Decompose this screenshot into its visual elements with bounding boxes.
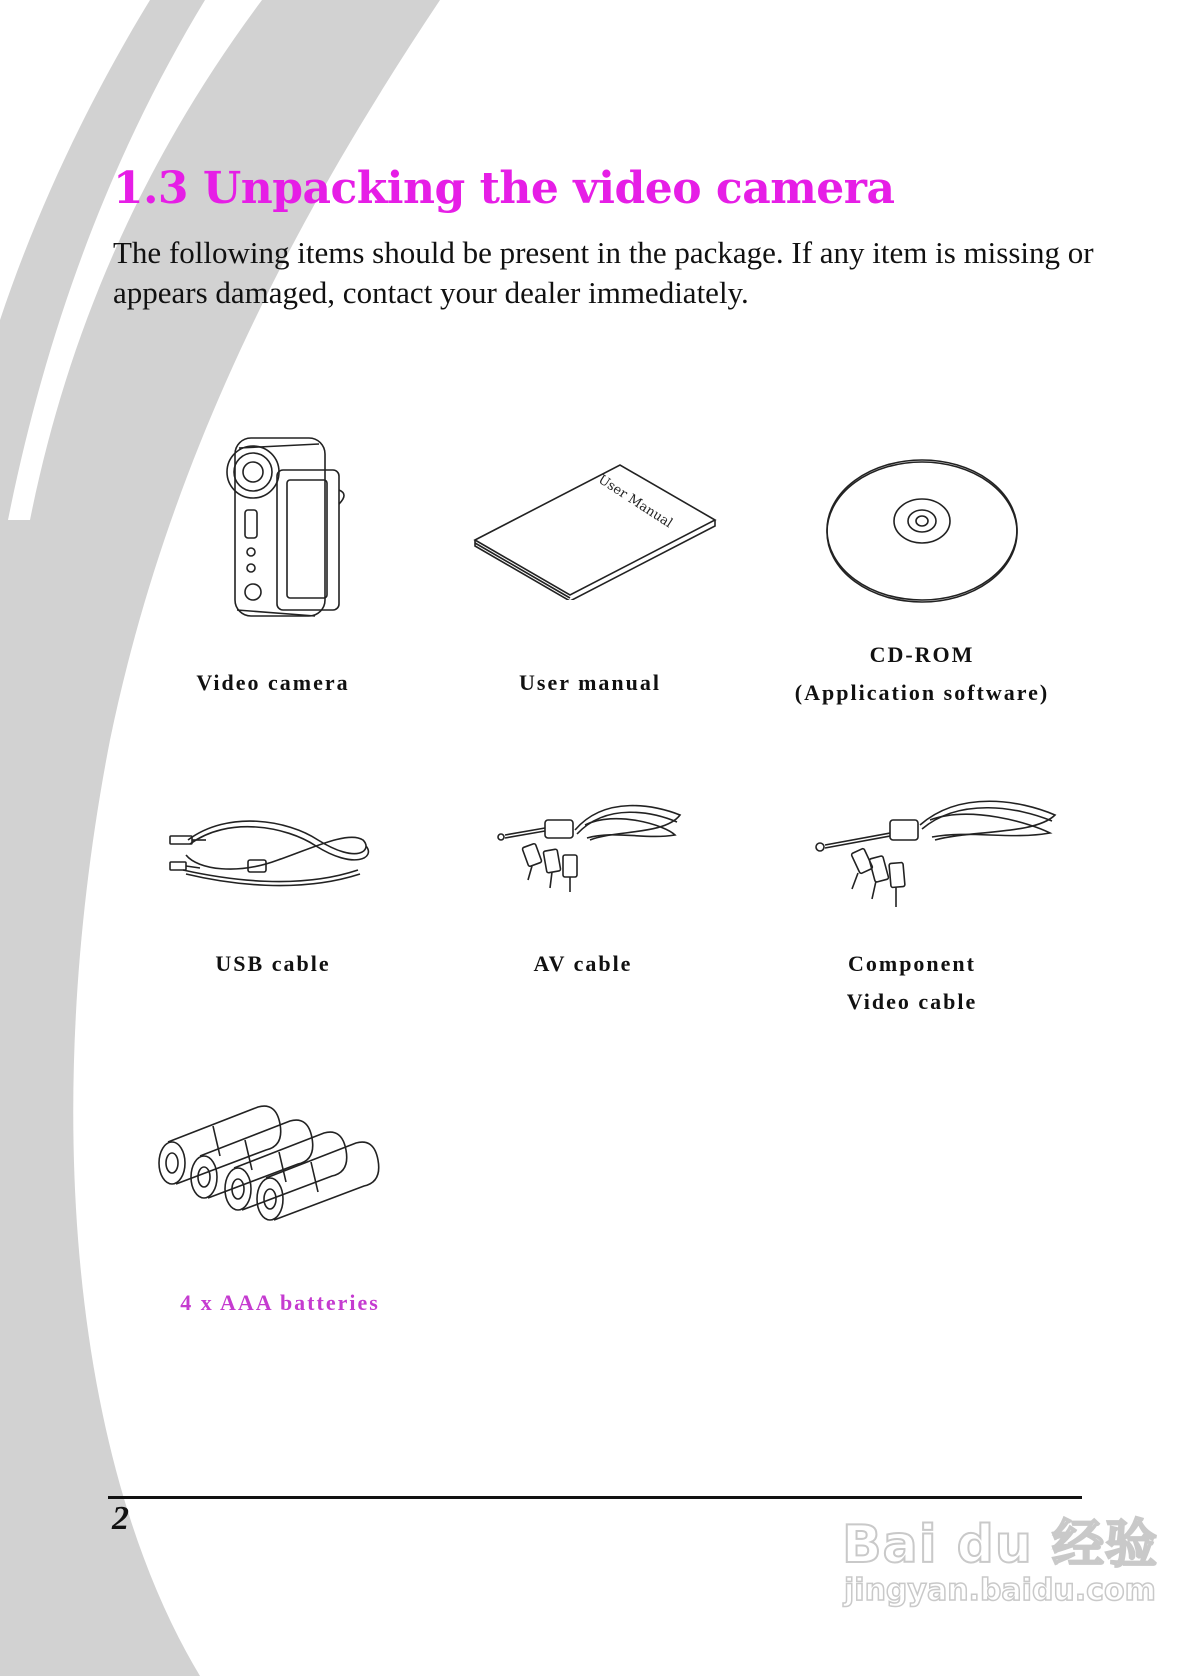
cd-rom-icon — [822, 455, 1022, 605]
item-caption-av-cable — [423, 945, 743, 983]
video-camera-icon — [215, 430, 365, 625]
item-caption-user-manual — [430, 664, 750, 702]
baidu-watermark — [842, 1502, 1158, 1608]
caption-line: (Application software) — [794, 680, 1050, 705]
caption-line: User manual — [519, 670, 661, 695]
watermark-brand: Bai du 经验 — [842, 1515, 1158, 1575]
manual-cover-text: User Manual — [595, 472, 675, 532]
component-cable-icon — [810, 795, 1060, 915]
item-caption-usb-cable — [113, 945, 433, 983]
caption-line: Video cable — [846, 989, 978, 1014]
usb-cable-icon — [168, 810, 378, 900]
av-cable-icon — [495, 800, 685, 900]
batteries-icon — [158, 1102, 383, 1222]
caption-line: AV cable — [533, 951, 633, 976]
watermark-domain: jingyan.baidu.com — [844, 1573, 1156, 1608]
footer-rule — [108, 1496, 1082, 1499]
caption-line: 4 x AAA batteries — [180, 1290, 380, 1315]
section-title: 1.3 Unpacking the video camera — [113, 163, 895, 214]
item-caption-cd-rom — [762, 636, 1082, 712]
caption-line: Video camera — [196, 670, 350, 695]
caption-line: USB cable — [215, 951, 331, 976]
page-number: 2 — [112, 1500, 129, 1537]
item-caption-batteries — [120, 1284, 440, 1322]
intro-paragraph: The following items should be present in the package. If any item is missing or appears damaged, contact your dealer immediately. — [113, 235, 1094, 310]
item-caption-component-video-cable — [752, 945, 1072, 1021]
caption-line: Component — [847, 951, 976, 976]
user-manual-icon — [470, 460, 720, 600]
caption-line: CD-ROM — [869, 642, 975, 667]
item-caption-video-camera — [113, 664, 433, 702]
